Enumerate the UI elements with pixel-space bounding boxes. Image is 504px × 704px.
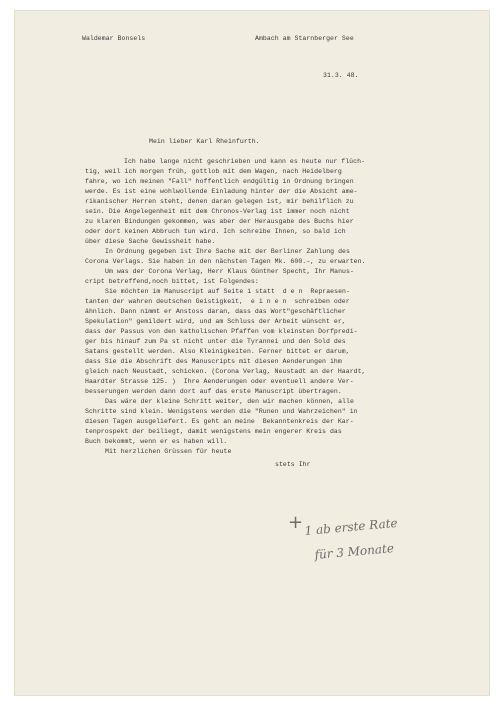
letter-date: 31.3. 48. (323, 72, 359, 79)
body-line: fahre, wo ich meinen "Fall" hoffentlich endgültig in Ordnung bringen (85, 178, 354, 185)
body-line: oder dort keinen Abbruch tun wird. Ich schreibe Ihnen, so bald ich (85, 228, 346, 235)
salutation: Mein lieber Karl Rheinfurth. (149, 138, 260, 145)
body-line: Ich habe lange nicht geschrieben und kann es heute nur flüch- (124, 158, 365, 165)
body-line: Haardter Strasse 125. ) Ihre Aenderungen oder eventuell andere Ver- (85, 378, 354, 385)
body-line: tanten der wahren deutschen Geistigkeit, e i n e n schreiben oder (85, 298, 350, 305)
body-line: werde. Es ist eine wohlwollende Einladung hinter der die Absicht ame- (85, 188, 358, 195)
body-line: tenprospekt der beiliegt, damit wenigstens mein engerer Kreis das (85, 428, 342, 435)
body-line: dass Sie die Abschrift des Manuscripts mit diesen Aenderungen ihm (85, 358, 342, 365)
body-line: über diese Sache Gewissheit habe. (85, 238, 216, 245)
sender-name: Waldemar Bonsels (82, 35, 146, 42)
sender-address: Ambach am Starnberger See (255, 35, 354, 42)
handwritten-line: für 3 Monate (314, 541, 395, 562)
body-line: Mit herzlichen Grüssen für heute (105, 448, 232, 455)
body-line: rikanischer Herren steht, denen daran gelegen ist, mir behilflich zu (85, 198, 354, 205)
body-line: Um was der Corona Verlag, Herr Klaus Günther Specht, Ihr Manus- (105, 268, 354, 275)
body-line: diesen Tagen ausgeliefert. Es geht an meine Bekanntenkreis der Kar- (85, 418, 354, 425)
handwritten-plus: + (288, 512, 304, 533)
body-line: ger bis hinauf zum Pa st nicht unter die Tyrannei und den Sold des (85, 338, 346, 345)
body-line: cript betreffend,noch bittet, ist Folgendes: (85, 278, 259, 285)
body-line: ähnlich. Dann nimmt er Anstoss daran, dass das Wort"geschäftlicher (85, 308, 346, 315)
body-line: Das wäre der kleine Schritt weiter, den wir machen können, alle (105, 398, 354, 405)
body-line: dass der Passus von den katholischen Pfaffen vom kleinsten Dorfpredi- (85, 328, 358, 335)
letter-page (14, 10, 490, 696)
body-line: Sie möchten im Manuscript auf Seite i statt d e n Repraesen- (105, 288, 350, 295)
body-line: Satans gestellt werden. Also Kleinigkeiten. Ferner bittet er darum, (85, 348, 350, 355)
body-line: Spekulation" gemildert wird, und am Schluss der Arbeit wünscht er, (85, 318, 346, 325)
body-line: besserungen werden dann dort auf das erste Manuscript übertragen. (85, 388, 342, 395)
body-line: Schritte sind klein. Wenigstens werden die "Runen und Wahrzeichen" in (85, 408, 358, 415)
body-line: In Ordnung gegeben ist Ihre Sache mit der Berliner Zahlung des (105, 248, 350, 255)
body-line: gleich nach Neustadt, schicken. (Corona Verlag, Neustadt an der Haardt, (85, 368, 366, 375)
handwritten-line: 1 ab erste Rate (304, 515, 399, 538)
body-line: Buch bekommt, wenn er es haben will. (85, 438, 228, 445)
body-line: zu klaren Bindungen gekommen, was aber der Herausgabe des Buchs hier (85, 218, 354, 225)
closing: stets Ihr (275, 461, 311, 468)
body-line: tig, weil ich morgen früh, gottlob mit dem Wagen, nach Heidelberg (85, 168, 342, 175)
body-line: sein. Die Angelegenheit mit dem Chronos-Verlag ist immer noch nicht (85, 208, 350, 215)
body-line: Corona Verlags. Sie haben in den nächsten Tagen Mk. 600.–, zu erwarten. (85, 258, 366, 265)
